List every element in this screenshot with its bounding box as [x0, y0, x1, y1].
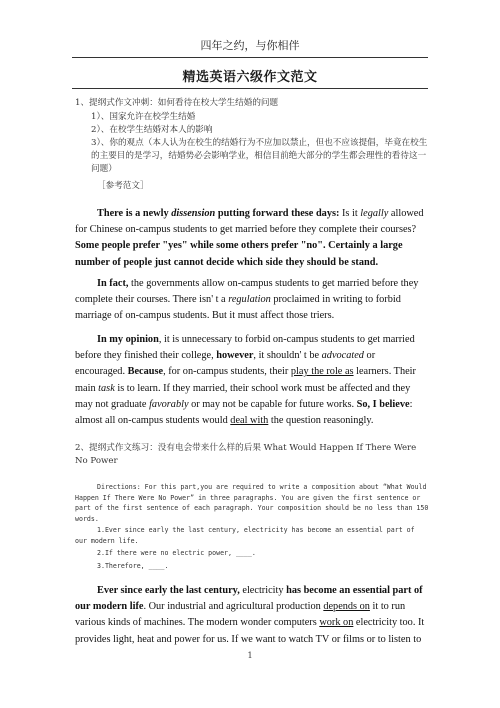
essay1-paragraph-3 — [75, 332, 427, 429]
essay2-paragraph-1 — [75, 583, 427, 648]
text-run: depends on — [323, 601, 370, 613]
text-run: has become an essential part of our modern life — [75, 585, 423, 613]
text-run: . Our industrial and agricultural production — [143, 601, 324, 613]
directions-item-text: 3.Therefore, ____. — [97, 562, 169, 570]
text-run: work on — [319, 617, 354, 629]
text-run: Some people prefer "yes" while some others prefer "no". Certainly a large number of people just cannot decide which side they should be stand. — [75, 240, 403, 268]
page-header: 四年之约，与你相伴 — [200, 39, 300, 52]
directions-intro: Directions: For this part,you are required to write a composition about “What Would Happen If There Were No Power” in three paragraphs. You are given the first sentence or part of the first sentence of each paragraph. Your composition should be no less than 150 words. — [75, 483, 429, 523]
text-run: In fact, — [97, 278, 129, 289]
text-run: : almost all on-campus students would — [75, 398, 413, 427]
directions-text — [75, 482, 430, 524]
text-run: or may not be capable for future works. — [188, 398, 357, 410]
document-title: 精选英语六级作文范文 — [182, 70, 318, 85]
text-run: advocated — [321, 350, 364, 362]
directions-item-3 — [75, 561, 430, 572]
essay1-paragraph-1 — [75, 206, 427, 271]
text-run: regulation — [228, 294, 271, 306]
text-run: Because — [127, 366, 164, 378]
text-run: play the role as — [290, 366, 354, 378]
outline-point-2: 2）、在校学生结婚对本人的影响 — [91, 125, 213, 135]
text-run: proclaimed in writing to forbid marriage of on-campus students. But it must affect those triers. — [75, 294, 401, 322]
text-run: putting forward these days: — [215, 208, 340, 219]
text-run: the question reasoningly. — [268, 415, 374, 427]
text-run: , it shouldn' t be — [253, 350, 322, 362]
text-run: deal with — [230, 415, 269, 427]
directions-item-text: 1.Ever since early the last century, electricity has become an essential part of our modern life. — [75, 526, 415, 545]
sample-essay-label: ［参考范文］ — [97, 181, 149, 191]
text-run: task — [98, 382, 115, 394]
text-run: In my opinion — [97, 334, 159, 345]
text-run: , it is unnecessary to forbid on-campus students to get married before they finished their college, — [75, 334, 415, 362]
text-run: electricity — [239, 585, 287, 596]
text-run: So, I believe — [356, 398, 410, 410]
text-run: dissension — [171, 208, 216, 219]
text-run: favorably — [149, 398, 189, 410]
header-divider — [72, 57, 428, 58]
outline-point-1: 1）、国家允许在校学生结婚 — [91, 112, 196, 122]
text-run: Is it — [339, 208, 361, 219]
text-run: it to run various kinds of machines. The modern wonder computers — [75, 601, 406, 629]
text-run: There is a newly — [97, 208, 172, 219]
directions-item-text: 2.If there were no electric power, ____. — [97, 549, 256, 557]
text-run: learners. Their main — [75, 366, 416, 394]
text-run: the governments allow on-campus students to get married before they complete their courses. There isn' t a — [75, 278, 419, 306]
section1-heading: 1、提纲式作文冲刺：如何看待在校大学生结婚的问题 — [75, 98, 279, 108]
text-run: however — [216, 350, 254, 362]
page-number: 1 — [247, 651, 253, 660]
essay1-paragraph-2 — [75, 276, 427, 325]
text-run: Ever since early the last century, — [97, 585, 240, 596]
title-divider — [72, 88, 428, 89]
text-run: , for on-campus students, their — [163, 366, 291, 378]
text-run: allowed for Chinese on-campus students to get married before they complete their courses? — [75, 208, 424, 236]
section2-heading: 2、提纲式作文练习：没有电会带来什么样的后果 What Would Happen If There Were No Power — [75, 443, 417, 466]
text-run: legally — [360, 208, 389, 219]
text-run: electricity too. It provides light, heat and power for us. If we want to watch TV or films or to listen to — [75, 617, 425, 645]
text-run: or encouraged. — [75, 350, 376, 378]
outline-point-3: 3）、你的观点（本人认为在校生的结婚行为不应加以禁止，但也不应该提倡，毕竟在校生的主要目的是学习，结婚势必会影响学业，相信目前绝大部分的学生都会理性的看待这一问题） — [91, 138, 428, 174]
text-run: is to learn. If they married, their school work must be affected and they may not graduate — [75, 382, 411, 410]
directions-item-2 — [75, 548, 430, 559]
directions-item-1 — [75, 525, 430, 546]
